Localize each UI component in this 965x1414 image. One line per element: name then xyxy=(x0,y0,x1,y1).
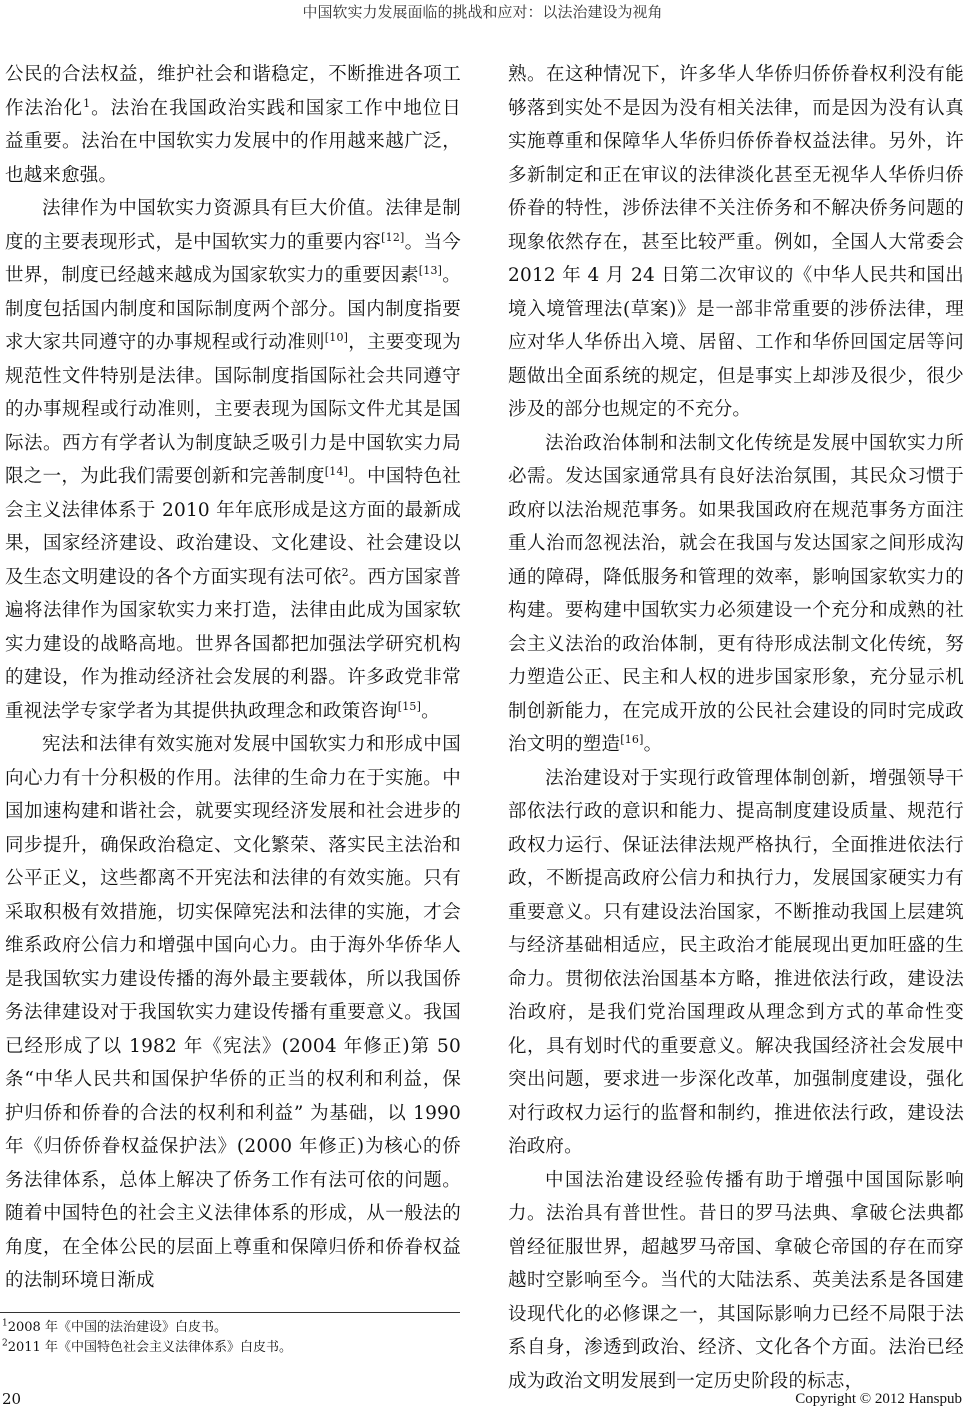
paragraph: 熟。在这种情况下，许多华人华侨归侨侨眷权利没有能够落到实处不是因为没有相关法律，而是因为没有认真实施尊重和保障华人华侨归侨侨眷权益法律。另外，许多新制定和正在审议的法律淡化甚至无视华人华侨归侨侨眷的特性，涉侨法律不关注侨务和不解决侨务问题的现象依然存在，甚至比较严重。例如，全国人大常委会 2012 年 4 月 24 日第二次审议的《中华人民共和国出境入境管理法(草案)》是一部非常重要的涉侨法律，理应对华人华侨出入境、居留、工作和华侨回国定居等问题做出全面系统的规定，但是事实上却涉及很少，很少涉及的部分也规定的不充分。 xyxy=(508,64,964,420)
left-column xyxy=(5,58,461,1298)
citation-ref[interactable]: [12] xyxy=(381,230,405,244)
footnote-number: 2 xyxy=(2,1338,8,1349)
paragraph-text: ，主要变现为规范性文件特别是法律。国际制度指国际社会共同遵守的办事规程或行动准则，主要表现为国际文件尤其是国际法。西方有学者认为制度缺乏吸引力是中国软实力局限之一，为此我们需要创新和完善制度 xyxy=(5,332,461,487)
footnotes xyxy=(2,1318,460,1358)
paragraph-text: 。 xyxy=(643,734,663,755)
footnote-divider xyxy=(0,1312,460,1313)
paragraph-text: 宪法和法律有效实施对发展中国软实力和形成中国向心力有十分积极的作用。法律的生命力在于实施。中国加速构建和谐社会，就要实现经济发展和社会进步的同步提升，确保政治稳定、文化繁荣、落实民主法治和公平正义，这些都离不开宪法和法律的有效实施。只有采取积极有效措施，切实保障宪法和法律的实施，才会维系政府公信力和增强中国向心力。由于海外华侨华人是我国软实力建设传播的海外最主要载体，所以我国侨务法律建设对于我国软实力建设传播有重要意义。我国已经形成了以 1982 年《宪法》(2004 年修正)第 50 条“中华人民共和国保护华侨的正当的权利和利益，保护归侨和侨眷的合法的权利和利益” 为基础，以 1990 年《归侨侨眷权益保护法》(2000 年修正)为核心的侨务法律体系，总体上解决了侨务工作有法可依的问题。随着中国特色的社会主义法律体系的形成，从一般法的角度，在全体公民的层面上尊重和保障归侨和侨眷权益的法制环境日渐成 xyxy=(5,734,461,1291)
paragraph xyxy=(5,58,461,192)
copyright-notice: Copyright © 2012 Hanspub xyxy=(795,1391,962,1407)
footnote-text: 2011 年《中国特色社会主义法律体系》白皮书。 xyxy=(7,1340,292,1355)
paragraph-text: 。制度包括国内制度和国际制度两个部分。国内制度指要求大家共同遵守的办事规程或行动准则 xyxy=(5,265,461,353)
footnote xyxy=(2,1338,460,1358)
footnote xyxy=(2,1318,460,1338)
footnote-marker[interactable]: 2 xyxy=(341,565,349,579)
citation-ref[interactable]: [16] xyxy=(620,732,644,746)
footnote-marker[interactable]: 1 xyxy=(83,96,91,110)
citation-ref[interactable]: [10] xyxy=(324,330,349,344)
citation-ref[interactable]: [14] xyxy=(324,464,349,478)
footnote-text: 2008 年《中国的法治建设》白皮书。 xyxy=(7,1320,227,1335)
running-header: 中国软实力发展面临的挑战和应对：以法治建设为视角 xyxy=(302,3,663,21)
paragraph-text: 。 xyxy=(421,700,440,722)
paragraph-text: 。法治在我国政治实践和国家工作中地位日益重要。法治在中国软实力发展中的作用越来越广泛，也越来愈强。 xyxy=(5,97,461,186)
page-number: 20 xyxy=(2,1390,22,1408)
paragraph xyxy=(5,192,461,728)
paragraph-text: 公民的合法权益，维护社会和谐稳定，不断推进各项工作法治化 xyxy=(5,64,461,119)
page-footer xyxy=(0,1388,965,1410)
paragraph-text: 法律作为中国软实力资源具有巨大价值。法律是制度的主要表现形式，是中国软实力的重要内容 xyxy=(5,198,461,253)
citation-ref[interactable]: [13] xyxy=(418,263,443,277)
paragraph xyxy=(5,728,461,1298)
paragraph-text: 。西方国家普遍将法律作为国家软实力来打造，法律由此成为国家软实力建设的战略高地。世界各国都把加强法学研究机构的建设，作为推动经济社会发展的利器。许多政党非常重视法学专家学者为其提供执政理念和政策咨询 xyxy=(5,566,462,722)
paragraph: 法治建设对于实现行政管理体制创新，增强领导干部依法行政的意识和能力、提高制度建设质量、规范行政权力运行、保证法律法规严格执行，全面推进依法行政，不断提高政府公信力和执行力，发展国家硬实力有重要意义。只有建设法治国家，不断推动我国上层建筑与经济基础相适应，民主政治才能展现出更加旺盛的生命力。贯彻依法治国基本方略，推进依法行政，建设法治政府，是我们党治国理政从理念到方式的革命性变化，具有划时代的重要意义。解决我国经济社会发展中突出问题，要求进一步深化改革，加强制度建设，强化对行政权力运行的监督和制约，推进依法行政，建设法治政府。 xyxy=(508,767,964,1157)
paragraph xyxy=(508,427,964,762)
paragraph-text: 。当今世界，制度已经越来越成为国家软实力的重要因素 xyxy=(5,231,461,286)
footnote-number: 1 xyxy=(2,1318,8,1329)
right-column xyxy=(508,58,964,1398)
paragraph-text: 法治政治体制和法制文化传统是发展中国软实力所必需。发达国家通常具有良好法治氛围，其民众习惯于政府以法治规范事务。如果我国政府在规范事务方面注重人治而忽视法治，就会在我国与发达国家之间形成沟通的障碍，降低服务和管理的效率，影响国家软实力的构建。要构建中国软实力必须建设一个充分和成熟的社会主义法治的政治体制，更有待形成法制文化传统，努力塑造公正、民主和人权的进步国家形象，充分显示机制创新能力，在完成开放的公民社会建设的同时完成政治文明的塑造 xyxy=(508,432,964,755)
paragraph-text: 。中国特色社会主义法律体系于 2010 年年底形成是这方面的最新成果，国家经济建设、政治建设、文化建设、社会建设以及生态文明建设的各个方面实现有法可依 xyxy=(5,466,461,588)
paragraph: 中国法治建设经验传播有助于增强中国国际影响力。法治具有普世性。昔日的罗马法典、拿破仑法典都曾经征服世界，超越罗马帝国、拿破仑帝国的存在而穿越时空影响至今。当代的大陆法系、英美法系是各国建设现代化的必修课之一，其国际影响力已经不局限于法系自身，渗透到政治、经济、文化各个方面。法治已经成为政治文明发展到一定历史阶段的标志， xyxy=(508,1169,964,1392)
citation-ref[interactable]: [15] xyxy=(397,699,422,713)
